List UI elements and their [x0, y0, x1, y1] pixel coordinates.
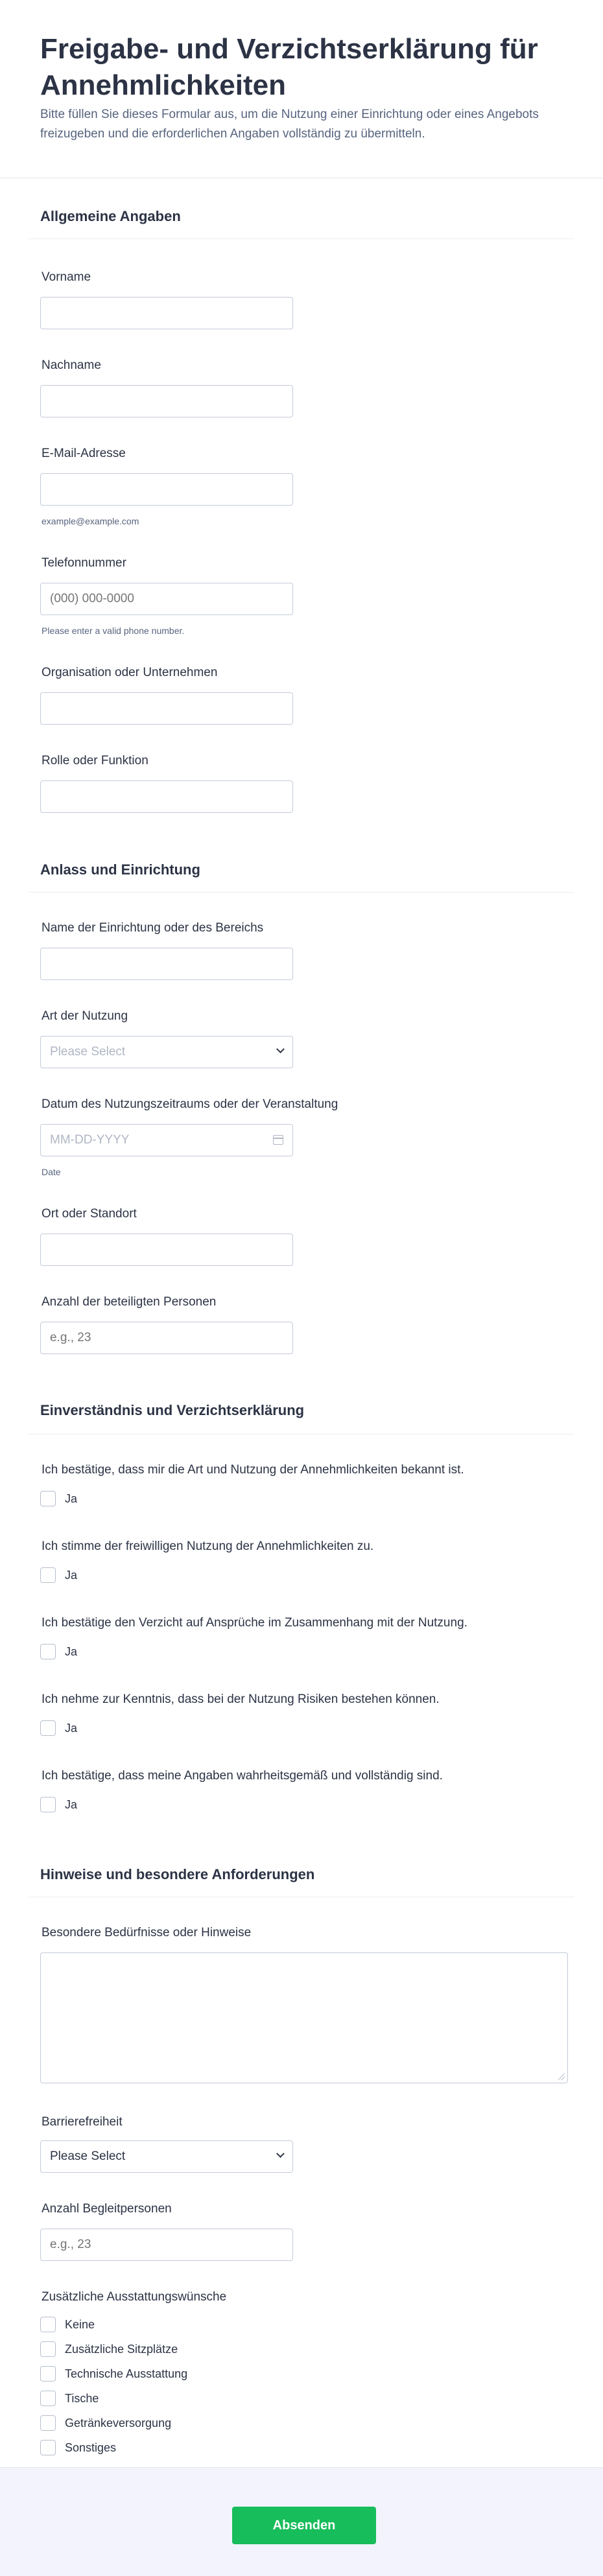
organization-input[interactable]: [40, 692, 293, 725]
section-heading-notes: Hinweise und besondere Anforderungen: [40, 1866, 315, 1882]
form-title: Freigabe- und Verzichtserklärung für Annehmlichkeiten: [40, 33, 538, 101]
facility-input[interactable]: [40, 948, 293, 980]
facility-label: Name der Einrichtung oder des Bereichs: [41, 921, 264, 935]
consent-question: Ich bestätige, dass mir die Art und Nutzung der Annehmlichkeiten bekannt ist.: [41, 1463, 464, 1477]
consent-option-label: Ja: [65, 1492, 78, 1505]
phone-label: Telefonnummer: [41, 556, 126, 570]
people-count-input[interactable]: [40, 1322, 293, 1354]
usage-type-value: Please Select: [50, 1045, 126, 1059]
email-sublabel: example@example.com: [41, 516, 139, 526]
accessibility-label: Barrierefreiheit: [41, 2115, 123, 2129]
consent-option-label: Ja: [65, 1645, 78, 1658]
equipment-checkbox[interactable]: [40, 2317, 56, 2332]
equipment-checkbox[interactable]: [40, 2415, 56, 2431]
location-input[interactable]: [40, 1234, 293, 1266]
resize-handle-icon[interactable]: [558, 2074, 565, 2080]
equipment-option-label: Getränkeversorgung: [65, 2417, 172, 2430]
date-placeholder: MM-DD-YYYY: [50, 1133, 130, 1147]
equipment-checkbox[interactable]: [40, 2391, 56, 2406]
consent-option-label: Ja: [65, 1798, 78, 1811]
consent-option-label: Ja: [65, 1722, 78, 1735]
equipment-option-label: Tische: [65, 2392, 99, 2405]
location-label: Ort oder Standort: [41, 1207, 137, 1221]
consent-question: Ich bestätige den Verzicht auf Ansprüche im Zusammenhang mit der Nutzung.: [41, 1616, 467, 1630]
chevron-down-icon: [276, 1045, 285, 1053]
companions-label: Anzahl Begleitpersonen: [41, 2202, 172, 2216]
equipment-option-label: Keine: [65, 2318, 95, 2331]
special-needs-textarea[interactable]: [40, 1952, 568, 2083]
organization-label: Organisation oder Unternehmen: [41, 666, 218, 679]
equipment-checkbox[interactable]: [40, 2341, 56, 2357]
footer-divider: [0, 2467, 603, 2468]
date-label: Datum des Nutzungszeitraums oder der Veranstaltung: [41, 1097, 338, 1111]
calendar-icon[interactable]: [273, 1135, 283, 1145]
consent-question: Ich stimme der freiwilligen Nutzung der Annehmlichkeiten zu.: [41, 1540, 374, 1553]
section-heading-consent: Einverständnis und Verzichtserklärung: [40, 1402, 305, 1418]
usage-type-label: Art der Nutzung: [41, 1009, 128, 1023]
date-input[interactable]: [40, 1124, 293, 1156]
equipment-label: Zusätzliche Ausstattungswünsche: [41, 2290, 227, 2304]
consent-option-label: Ja: [65, 1569, 78, 1582]
last-name-label: Nachname: [41, 358, 101, 372]
accessibility-select[interactable]: [40, 2140, 293, 2173]
consent-question: Ich bestätige, dass meine Angaben wahrheitsgemäß und vollständig sind.: [41, 1769, 443, 1783]
date-sublabel: Date: [41, 1167, 61, 1177]
consent-checkbox[interactable]: [40, 1797, 56, 1812]
email-input[interactable]: [40, 473, 293, 506]
companions-input[interactable]: [40, 2229, 293, 2261]
consent-checkbox[interactable]: [40, 1644, 56, 1659]
phone-sublabel: Please enter a valid phone number.: [41, 626, 185, 636]
equipment-option-label: Technische Ausstattung: [65, 2367, 188, 2380]
form-description: Bitte füllen Sie dieses Formular aus, um die Nutzung einer Einrichtung oder eines Angebots freizugeben und die erforderlichen Angaben vollständig zu übermitteln.: [40, 108, 539, 141]
section-divider: [29, 892, 574, 893]
accessibility-value: Please Select: [50, 2149, 126, 2163]
role-input[interactable]: [40, 780, 293, 813]
consent-checkbox[interactable]: [40, 1720, 56, 1736]
section-heading-occasion: Anlass und Einrichtung: [40, 861, 200, 878]
consent-question: Ich nehme zur Kenntnis, dass bei der Nutzung Risiken bestehen können.: [41, 1692, 440, 1706]
usage-type-select[interactable]: [40, 1036, 293, 1068]
chevron-down-icon: [276, 2149, 285, 2158]
equipment-checkbox[interactable]: [40, 2440, 56, 2455]
submit-button[interactable]: Absenden: [232, 2507, 376, 2544]
phone-input[interactable]: [40, 583, 293, 615]
equipment-checkbox[interactable]: [40, 2366, 56, 2382]
section-heading-general: Allgemeine Angaben: [40, 208, 181, 224]
last-name-input[interactable]: [40, 385, 293, 417]
first-name-label: Vorname: [41, 270, 91, 284]
role-label: Rolle oder Funktion: [41, 754, 148, 767]
consent-checkbox[interactable]: [40, 1567, 56, 1583]
equipment-option-label: Sonstiges: [65, 2441, 117, 2454]
people-count-label: Anzahl der beteiligten Personen: [41, 1295, 217, 1309]
special-needs-label: Besondere Bedürfnisse oder Hinweise: [41, 1926, 252, 1939]
first-name-input[interactable]: [40, 297, 293, 329]
consent-checkbox[interactable]: [40, 1491, 56, 1506]
equipment-option-label: Zusätzliche Sitzplätze: [65, 2343, 178, 2356]
email-label: E-Mail-Adresse: [41, 447, 126, 460]
